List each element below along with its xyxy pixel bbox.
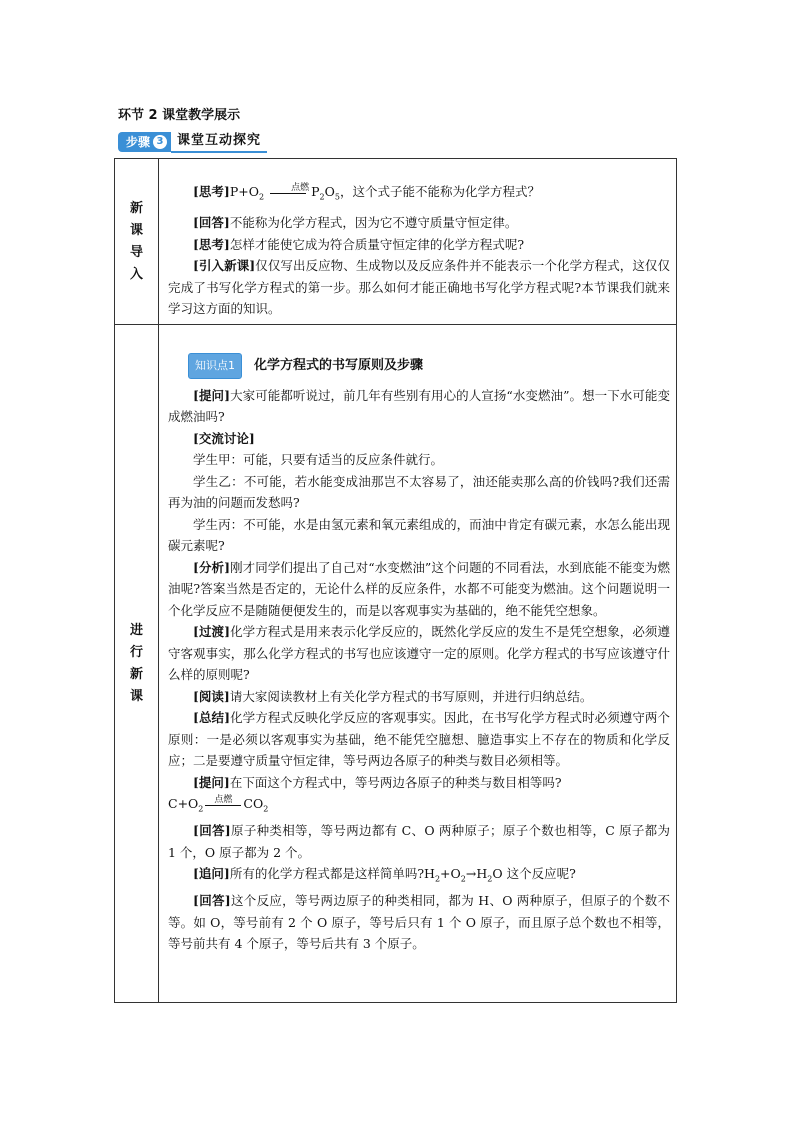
think-paragraph-1: [思考]$P+O_2$ 点燃 $P_2O_5$，这个式子能不能称为化学方程式？ [193, 183, 540, 202]
summary-paragraph [168, 707, 670, 772]
lesson-content [168, 343, 670, 955]
answer-paragraph [168, 212, 670, 234]
question-paragraph-1 [168, 385, 670, 428]
student-b: 学生乙：不可能，若水能变成油那岂不太容易了，油还能卖那么高的价钱吗?我们还需再为油的问题而发愁吗? [168, 473, 670, 510]
reading-text: 请大家阅读教材上有关化学方程式的书写原则，并进行归纳总结。 [229, 688, 593, 704]
condition-text: 点燃 [214, 795, 233, 805]
side-label-lesson [115, 325, 158, 1002]
side-char: 课 [129, 222, 143, 238]
answer-text: 不能称为化学方程式，因为它不遵守质量守恒定律。 [229, 215, 518, 230]
transition-paragraph [168, 621, 670, 686]
question-paragraph-2 [168, 772, 670, 794]
tag: [思考] [193, 184, 230, 199]
side-char: 新 [129, 200, 143, 216]
question-text: 大家可能都听说过，前几年有些别有用心的人宣扬“水变燃油”。想一下水可能变成燃油吗? [168, 387, 670, 424]
lesson-table [114, 158, 677, 1003]
tag: [回答] [193, 823, 231, 838]
answer-text: 这个反应，等号两边原子的种类相同，都为 H、O 两种原子，但原子的个数不等。如 O，等号前有 2 个 O 原子，等号后只有 1 个 O 原子，而且原子总个数也不相等，等号前共有 4 个原子，等号后共有 3 个原子。 [168, 893, 670, 951]
tag: [回答] [193, 893, 231, 908]
formula-part: CO [243, 796, 264, 811]
intro-content [168, 181, 670, 320]
formula-part: C+O [168, 796, 199, 811]
step-label: 步骤 [126, 135, 151, 149]
tag: [交流讨论] [193, 430, 255, 446]
analysis-text: 刚才同学们提出了自己对“水变燃油”这个问题的不同看法，水到底能不能变为燃油呢?答案当然是否定的，无论什么样的反应条件，水都不可能变为燃油。这个问题说明一个化学反应不是随随便便发生的，而是以客观事实为基础的，绝不能凭空想象。 [168, 559, 670, 618]
side-char: 新 [129, 666, 143, 682]
section-title: 环节 2 课堂教学展示 [118, 108, 241, 123]
tag: [分析] [193, 559, 231, 575]
followup-text: 所有的化学方程式都是这样简单吗?H [229, 866, 435, 881]
tag: [引入新课] [193, 258, 256, 273]
intro-paragraph [168, 255, 670, 320]
tag: [阅读] [193, 688, 230, 704]
side-char: 进 [129, 622, 143, 638]
step-banner [118, 131, 267, 153]
knowledge-point-tag: 知识点1 [188, 353, 242, 379]
student-c: 学生丙：不可能，水是由氢元素和氧元素组成的，而油中肯定有碳元素，水怎么能出现碳元素呢? [168, 516, 670, 553]
side-char: 入 [129, 266, 143, 282]
tag: [过渡] [193, 624, 231, 639]
knowledge-point-header [188, 353, 670, 379]
formula-part: +O [440, 866, 461, 881]
reaction-condition [205, 795, 241, 806]
step-number: 3 [153, 135, 167, 149]
formula-part: P+O [229, 184, 259, 199]
transition-text: 化学方程式是用来表示化学反应的，既然化学反应的发生不是凭空想象，必须遵守客观事实，那么化学方程式的书写也应该遵守一定的原则。化学方程式的书写应该遵守什么样的原则呢? [168, 624, 670, 682]
tag: [总结] [193, 710, 231, 725]
tag: [提问] [193, 387, 231, 403]
reading-paragraph [168, 686, 670, 708]
summary-text: 化学方程式反映化学反应的客观事实。因此，在书写化学方程式时必须遵守两个原则：一是必须以客观事实为基础，绝不能凭空臆想、臆造事实上不存在的物质和化学反应；二是要遵守质量守恒定律，等号两边各原子的种类与数目必须相等。 [168, 710, 670, 768]
followup-paragraph: [追问]所有的化学方程式都是这样简单吗$?H_2+O_2\to H_2O$ 这个反应呢? [193, 866, 576, 884]
side-label-intro [115, 159, 158, 324]
question-text: ，这个式子能不能称为化学方程式？ [339, 184, 540, 199]
condition-text: 点燃 [291, 183, 310, 193]
knowledge-point-title: 化学方程式的书写原则及步骤 [254, 358, 424, 373]
equation-line: $C+O_2$ 点燃 $CO_2$ [168, 795, 269, 814]
student-a: 学生甲：可能，只要有适当的反应条件就行。 [193, 452, 444, 467]
question-text: 在下面这个方程式中，等号两边各原子的种类与数目相等吗? [229, 774, 562, 790]
intro-text: 仅仅写出反应物、生成物以及反应条件并不能表示一个化学方程式，这仅仅完成了书写化学方程式的第一步。那么如何才能正确地书写化学方程式呢?本节课我们就来学习这方面的知识。 [168, 258, 670, 316]
tag: [回答] [193, 215, 230, 230]
row-new-lesson [115, 325, 676, 1002]
answer-paragraph-3 [168, 890, 670, 955]
formula-part: O 这个反应呢? [492, 866, 576, 881]
row-intro [115, 159, 676, 325]
think-paragraph-2 [168, 234, 670, 256]
answer-paragraph-2 [168, 820, 670, 863]
tag: [提问] [193, 774, 230, 790]
reaction-condition [266, 183, 309, 194]
formula-part: O [324, 184, 335, 199]
think-text: 怎样才能使它成为符合质量守恒定律的化学方程式呢? [229, 236, 525, 252]
step-title: 课堂互动探究 [171, 131, 267, 153]
analysis-paragraph [168, 557, 670, 622]
side-char: 课 [129, 688, 143, 704]
formula-part: →H [465, 866, 488, 881]
tag: [追问] [193, 866, 230, 881]
tag: [思考] [193, 236, 230, 252]
answer-text: 原子种类相等，等号两边都有 C、O 两种原子；原子个数也相等，C 原子都为 1 个，O 原子都为 2 个。 [168, 823, 670, 860]
side-char: 导 [129, 244, 143, 260]
formula-part: P [311, 184, 320, 199]
side-char: 行 [129, 644, 143, 660]
step-tag [118, 132, 171, 152]
discussion-heading [168, 428, 670, 450]
